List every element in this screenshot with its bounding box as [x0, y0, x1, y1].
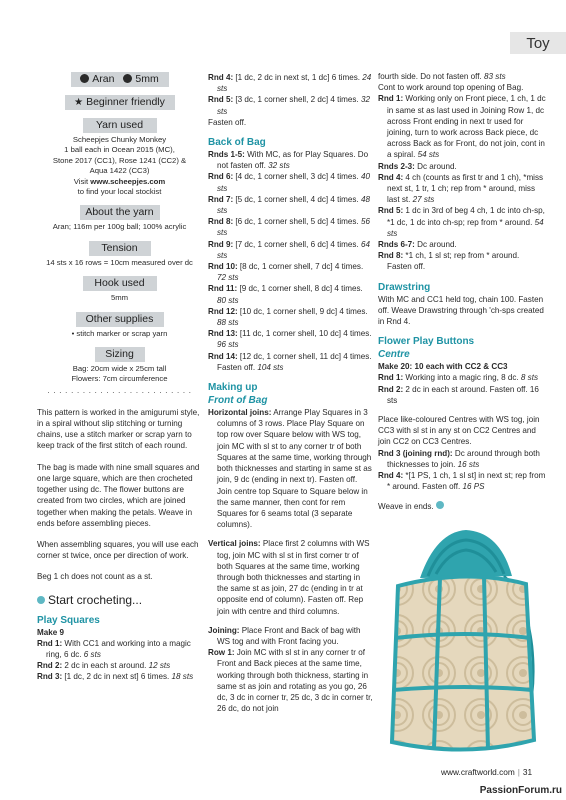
- about-yarn-heading: About the yarn: [80, 205, 160, 220]
- pattern-round: Rnd 13: [11 dc, 1 corner shell, 10 dc] 4 times. 96 sts: [208, 329, 372, 350]
- watermark: PassionForum.ru: [479, 785, 562, 796]
- place-centres-text: Place like-coloured Centres with WS tog, join CC3 with sl st in any st on CC2 Centres and join CC2 on CC3 Centres.: [378, 415, 540, 447]
- hook-used-heading: Hook used: [83, 276, 157, 291]
- pattern-column-2: [208, 72, 373, 714]
- other-supplies-heading: Other supplies: [76, 312, 164, 327]
- drawstring-text: With MC and CC1 held tog, chain 100. Fasten off. Weave Drawstring through 'ch-sps created in Rnd 4.: [378, 294, 544, 327]
- continued-text: fourth side. Do not fasten off. 83 sts: [378, 72, 506, 81]
- making-up-heading: Making up: [208, 382, 258, 394]
- page-number: 31: [522, 767, 533, 777]
- pattern-round: Rnd 10: [8 dc, 1 corner shell, 7 dc] 4 times. 72 sts: [208, 262, 364, 283]
- pattern-round: Rnd 14: [12 dc, 1 corner shell, 11 dc] 4 times. Fasten off. 104 sts: [208, 351, 372, 372]
- yarn-ball-icon: [80, 74, 89, 83]
- make-count: Make 9: [37, 627, 64, 637]
- fasten-off-text: Fasten off.: [208, 117, 247, 127]
- yarn-used-heading: Yarn used: [83, 118, 157, 133]
- crochet-bag-photo: [376, 526, 548, 764]
- vertical-joins-text: Vertical joins: Place first 2 columns with WS tog, join MC with sl st in first corner tr of both Squares at the same time, working through both thicknesses and starting in the same st as join, 27 dc (ending in tr at opposite end of column). Fasten off. Rep join with centre and third columns.: [208, 539, 370, 616]
- intro-paragraph: The bag is made with nine small squares and one large square, which are then crocheted together using dc. The flower buttons are created from two circles, which are joined together when making the petals. Weave in ends before assembling pieces.: [37, 462, 200, 528]
- pattern-column-3: [378, 71, 546, 512]
- stockist-link[interactable]: www.scheepjes.com: [90, 176, 166, 186]
- pattern-round: Rnd 8: [6 dc, 1 corner shell, 5 dc] 4 times. 56 sts: [208, 217, 370, 238]
- yarn-used-list: Scheepjes Chunky Monkey 1 ball each in Ocean 2015 (MC), Stone 2017 (CC1), Rose 1241 (CC2) & Aqua 1422 (CC3) Visit www.scheepjes.com to find your local stockist: [52, 135, 187, 197]
- tension-heading: Tension: [89, 241, 151, 256]
- pattern-round: Rnds 2-3: Dc around.: [378, 161, 457, 171]
- pattern-round: Rnd 4: [1 dc, 2 dc in next st, 1 dc] 6 times. 24 sts: [208, 73, 372, 94]
- pattern-round: Rnd 5: [3 dc, 1 corner shell, 2 dc] 4 times. 32 sts: [208, 95, 370, 116]
- hook-icon: [123, 74, 132, 83]
- pattern-round: Rnd 5: 1 dc in 3rd of beg 4 ch, 1 dc into ch-sp, *1 dc, 1 dc into ch-sp; rep from * around. 54 sts: [378, 206, 545, 238]
- level-badge: ★ Beginner friendly: [65, 95, 175, 110]
- pattern-round: Rnd 1: With CC1 and working into a magic ring, 6 dc. 6 sts: [37, 638, 191, 659]
- pattern-round: Rnd 3 (joining rnd): Dc around through both thicknesses to join. 16 sts: [378, 448, 540, 469]
- front-of-bag-heading: Front of Bag: [208, 395, 268, 407]
- sizing-heading: Sizing: [95, 347, 145, 362]
- dotted-divider: · · · · · · · · · · · · · · · · · · · · · · · · ·: [47, 387, 192, 397]
- pattern-round: Rnd 11: [9 dc, 1 corner shell, 8 dc] 4 times. 80 sts: [208, 284, 363, 305]
- hook-used-text: 5mm: [110, 293, 129, 303]
- pattern-round: Rnd 1: Working only on Front piece, 1 ch, 1 dc in same st as last used in Joining Row 1, dc across Front ending in next tr used for joining, turn to work across Back piece, dc across Back as for Front, do not join, cont in a spiral. 54 sts: [378, 94, 546, 160]
- sizing-text: Bag: 20cm wide x 25cm tall Flowers: 7cm circumference: [71, 364, 168, 384]
- make-count: Make 20: 10 each with CC2 & CC3: [378, 362, 508, 372]
- info-column: [37, 72, 202, 683]
- pattern-round: Row 1: Join MC with sl st in any corner tr of Front and Back pieces at the same time, working through both thickness, starting in same st as join and rotating as you go, 26 dc, 3 dc in corner tr, 25 dc, 3 dc in corner tr, 26 dc, do not join: [208, 648, 373, 714]
- horizontal-joins-text: Horizontal joins: Arrange Play Squares in 3 columns of 3 rows. Place Play Square on top row over Square below with WS tog, join MC with sl st to any corner tr of both Squares at the same time, working through both thicknesses and starting in same st as join, 9 dc (ending in next tr). Fasten off. Join centre top Square to Square below in the same manner, then cont for rem Squares for 6 seams total (3 separate columns).: [208, 408, 372, 530]
- footer-website[interactable]: www.craftworld.com: [441, 767, 515, 777]
- weave-text: Weave in ends.: [378, 501, 546, 512]
- start-crocheting-heading: Start crocheting...: [37, 593, 202, 608]
- page-footer: www.craftworld.com | 31: [441, 767, 533, 777]
- pattern-round: Rnds 6-7: Dc around.: [378, 240, 457, 250]
- end-dot-icon: [436, 501, 444, 509]
- flower-buttons-heading: Flower Play Buttons: [378, 336, 475, 348]
- pattern-round: Rnd 12: [10 dc, 1 corner shell, 9 dc] 4 times. 88 sts: [208, 306, 368, 328]
- back-of-bag-heading: Back of Bag: [208, 137, 266, 149]
- section-tab: Toy: [510, 32, 566, 54]
- pattern-round: Rnd 1: Working into a magic ring, 8 dc. 8 sts: [378, 373, 538, 383]
- pattern-round: Rnd 9: [7 dc, 1 corner shell, 6 dc] 4 times. 64 sts: [208, 239, 370, 260]
- about-yarn-text: Aran; 116m per 100g ball; 100% acrylic: [52, 222, 187, 232]
- pattern-round: Rnd 6: [4 dc, 1 corner shell, 3 dc] 4 times. 40 sts: [208, 172, 370, 193]
- pattern-round: Rnd 7: [5 dc, 1 corner shell, 4 dc] 4 times. 48 sts: [208, 194, 370, 216]
- pattern-round: Rnd 8: *1 ch, 1 sl st; rep from * around. Fasten off.: [378, 251, 520, 272]
- yarn-weight-badge: Aran 5mm: [71, 72, 169, 87]
- pattern-round: Rnd 2: 2 dc in each st around. 12 sts: [37, 661, 171, 671]
- bullet-dot-icon: [37, 596, 45, 604]
- play-squares-heading: Play Squares: [37, 614, 100, 626]
- other-supplies-text: • stitch marker or scrap yarn: [71, 328, 168, 338]
- tension-text: 14 sts x 16 rows = 10cm measured over dc: [46, 257, 193, 267]
- centre-heading: Centre: [378, 349, 410, 361]
- intro-paragraph: When assembling squares, you will use each corner st twice, once per direction of work.: [37, 539, 199, 561]
- pattern-round: Rnd 4: 4 ch (counts as first tr and 1 ch), *miss next st, 1 tr, 1 ch; rep from * around, miss last st. 27 sts: [378, 172, 544, 205]
- pattern-round: Rnd 2: 2 dc in each st around. Fasten off. 16 sts: [378, 384, 539, 405]
- drawstring-heading: Drawstring: [378, 281, 431, 293]
- pattern-round: Rnds 1-5: With MC, as for Play Squares. Do not fasten off. 32 sts: [208, 150, 369, 171]
- intro-paragraph: This pattern is worked in the amigurumi style, in a spiral without slip stitching or turning chains, use a stitch marker or scrap yarn to keep track of the first stitch of each round.: [37, 407, 200, 451]
- continued-text: Cont to work around top opening of Bag.: [378, 83, 524, 93]
- star-icon: ★: [74, 97, 84, 108]
- pattern-round: Rnd 3: [1 dc, 2 dc in next st] 6 times. 18 sts: [37, 672, 194, 682]
- intro-paragraph: Beg 1 ch does not count as a st.: [37, 572, 153, 582]
- joining-text: Joining: Place Front and Back of bag with WS tog and with Front facing you.: [208, 625, 361, 646]
- pattern-round: Rnd 4: *[1 PS, 1 ch, 1 sl st] in next st; rep from * around. Fasten off. 16 PS: [378, 471, 546, 492]
